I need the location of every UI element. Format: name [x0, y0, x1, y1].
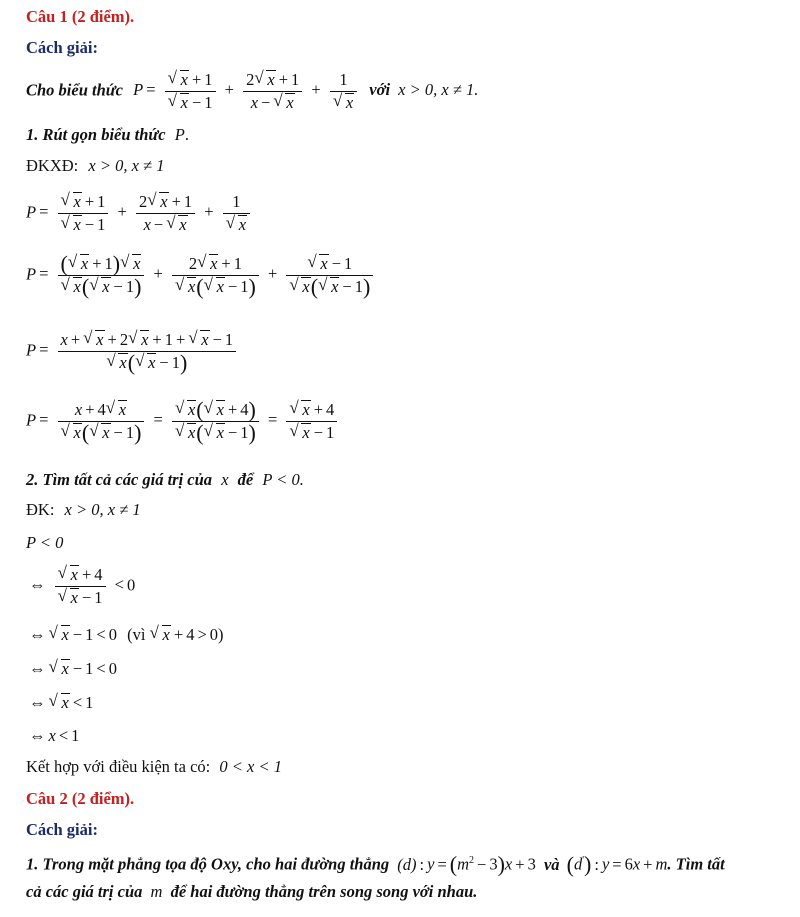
fraction: x + 4√ x √ x(√ x − 1)	[58, 400, 145, 443]
part2-step-6: ⇔ x < 1	[29, 726, 80, 745]
fraction: √ x − 1 √ x(√ x − 1)	[286, 254, 373, 297]
cau1-cach-giai: Cách giải:	[26, 38, 98, 57]
part2-step-5: ⇔√ x < 1	[26, 692, 93, 714]
fraction: √ x(√ x + 4) √ x(√ x − 1)	[172, 400, 259, 443]
fraction: x +√ x + 2√ x + 1 +√ x − 1 √ x(√ x − 1)	[58, 330, 237, 373]
cau2-cach-giai: Cách giải:	[26, 820, 98, 839]
part1-title: 1. Rút gọn biểu thức P.	[26, 125, 189, 144]
fraction: 1 √ x	[223, 192, 250, 235]
cau2-title: Câu 2 (2 điểm).	[26, 789, 135, 808]
fraction: 1 √ x	[330, 70, 357, 113]
simplify-step-3: P = x +√ x + 2√ x + 1 +√ x − 1 √ x(√ x − 1)	[26, 330, 238, 373]
cau1-title: Câu 1 (2 điểm).	[26, 7, 135, 26]
simplify-step-1: P = √ x + 1 √ x − 1 + $\frac{2√ x + 1}{x -√ x}$ + 1 √ x	[26, 192, 252, 235]
part2-step-1: P < 0	[26, 533, 64, 552]
fraction: √ x + 1 √ x − 1	[165, 70, 216, 113]
cau2-question-1-line2: cả các giá trị của m để hai đường thẳng trên song song với nhau.	[26, 882, 478, 901]
fraction: √ x + 4 √ x − 1	[286, 400, 337, 443]
part2-step-3: ⇔√ x − 1 < 0 (vì √ x + 4 > 0)	[26, 624, 224, 646]
fraction: $\frac{2√ x + 1}{x -√ x}$	[136, 192, 195, 235]
fraction: √ x + 4 √ x − 1	[55, 565, 106, 608]
part2-step-2: ⇔ √ x + 4 √ x − 1 < 0	[26, 565, 135, 608]
cau2-question-1: 1. Trong mặt phẳng tọa độ Oxy, cho hai đường thẳng (d) : $y = (m^2 - 3)x + 3$ và (d') : y = 6x + m. Tìm tất	[26, 851, 725, 877]
part2-title: 2. Tìm tất cả các giá trị của x để P < 0.	[26, 470, 304, 489]
fraction: (√ x + 1)√ x √ x(√ x − 1)	[58, 254, 145, 297]
simplify-step-2: P = (√ x + 1)√ x √ x(√ x − 1) + 2√ x + 1 √ x(√ x − 1) + √ x − 1 √ x(√ x − 1)	[26, 254, 375, 297]
fraction: √ x + 1 √ x − 1	[58, 192, 109, 235]
part1-dkxd: ĐKXĐ: x > 0, x ≠ 1	[26, 156, 165, 175]
fraction: $\frac{2√ x + 1}{x -√ x}$	[243, 70, 302, 113]
problem-statement: Cho biểu thức P = √ x + 1 √ x − 1 + $\frac{2√ x + 1}{x -√ x}$ + 1 √ x với x > 0, x ≠ 1.	[26, 70, 478, 113]
part2-conclusion: Kết hợp với điều kiện ta có: 0 < x < 1	[26, 757, 282, 776]
part2-dk: ĐK: x > 0, x ≠ 1	[26, 500, 141, 519]
part2-step-4: ⇔√ x − 1 < 0	[26, 658, 117, 680]
fraction: 2√ x + 1 √ x(√ x − 1)	[172, 254, 259, 297]
simplify-step-4: P = x + 4√ x √ x(√ x − 1) = √ x(√ x + 4) √ x(√ x − 1) = √ x + 4 √ x − 1	[26, 400, 339, 443]
